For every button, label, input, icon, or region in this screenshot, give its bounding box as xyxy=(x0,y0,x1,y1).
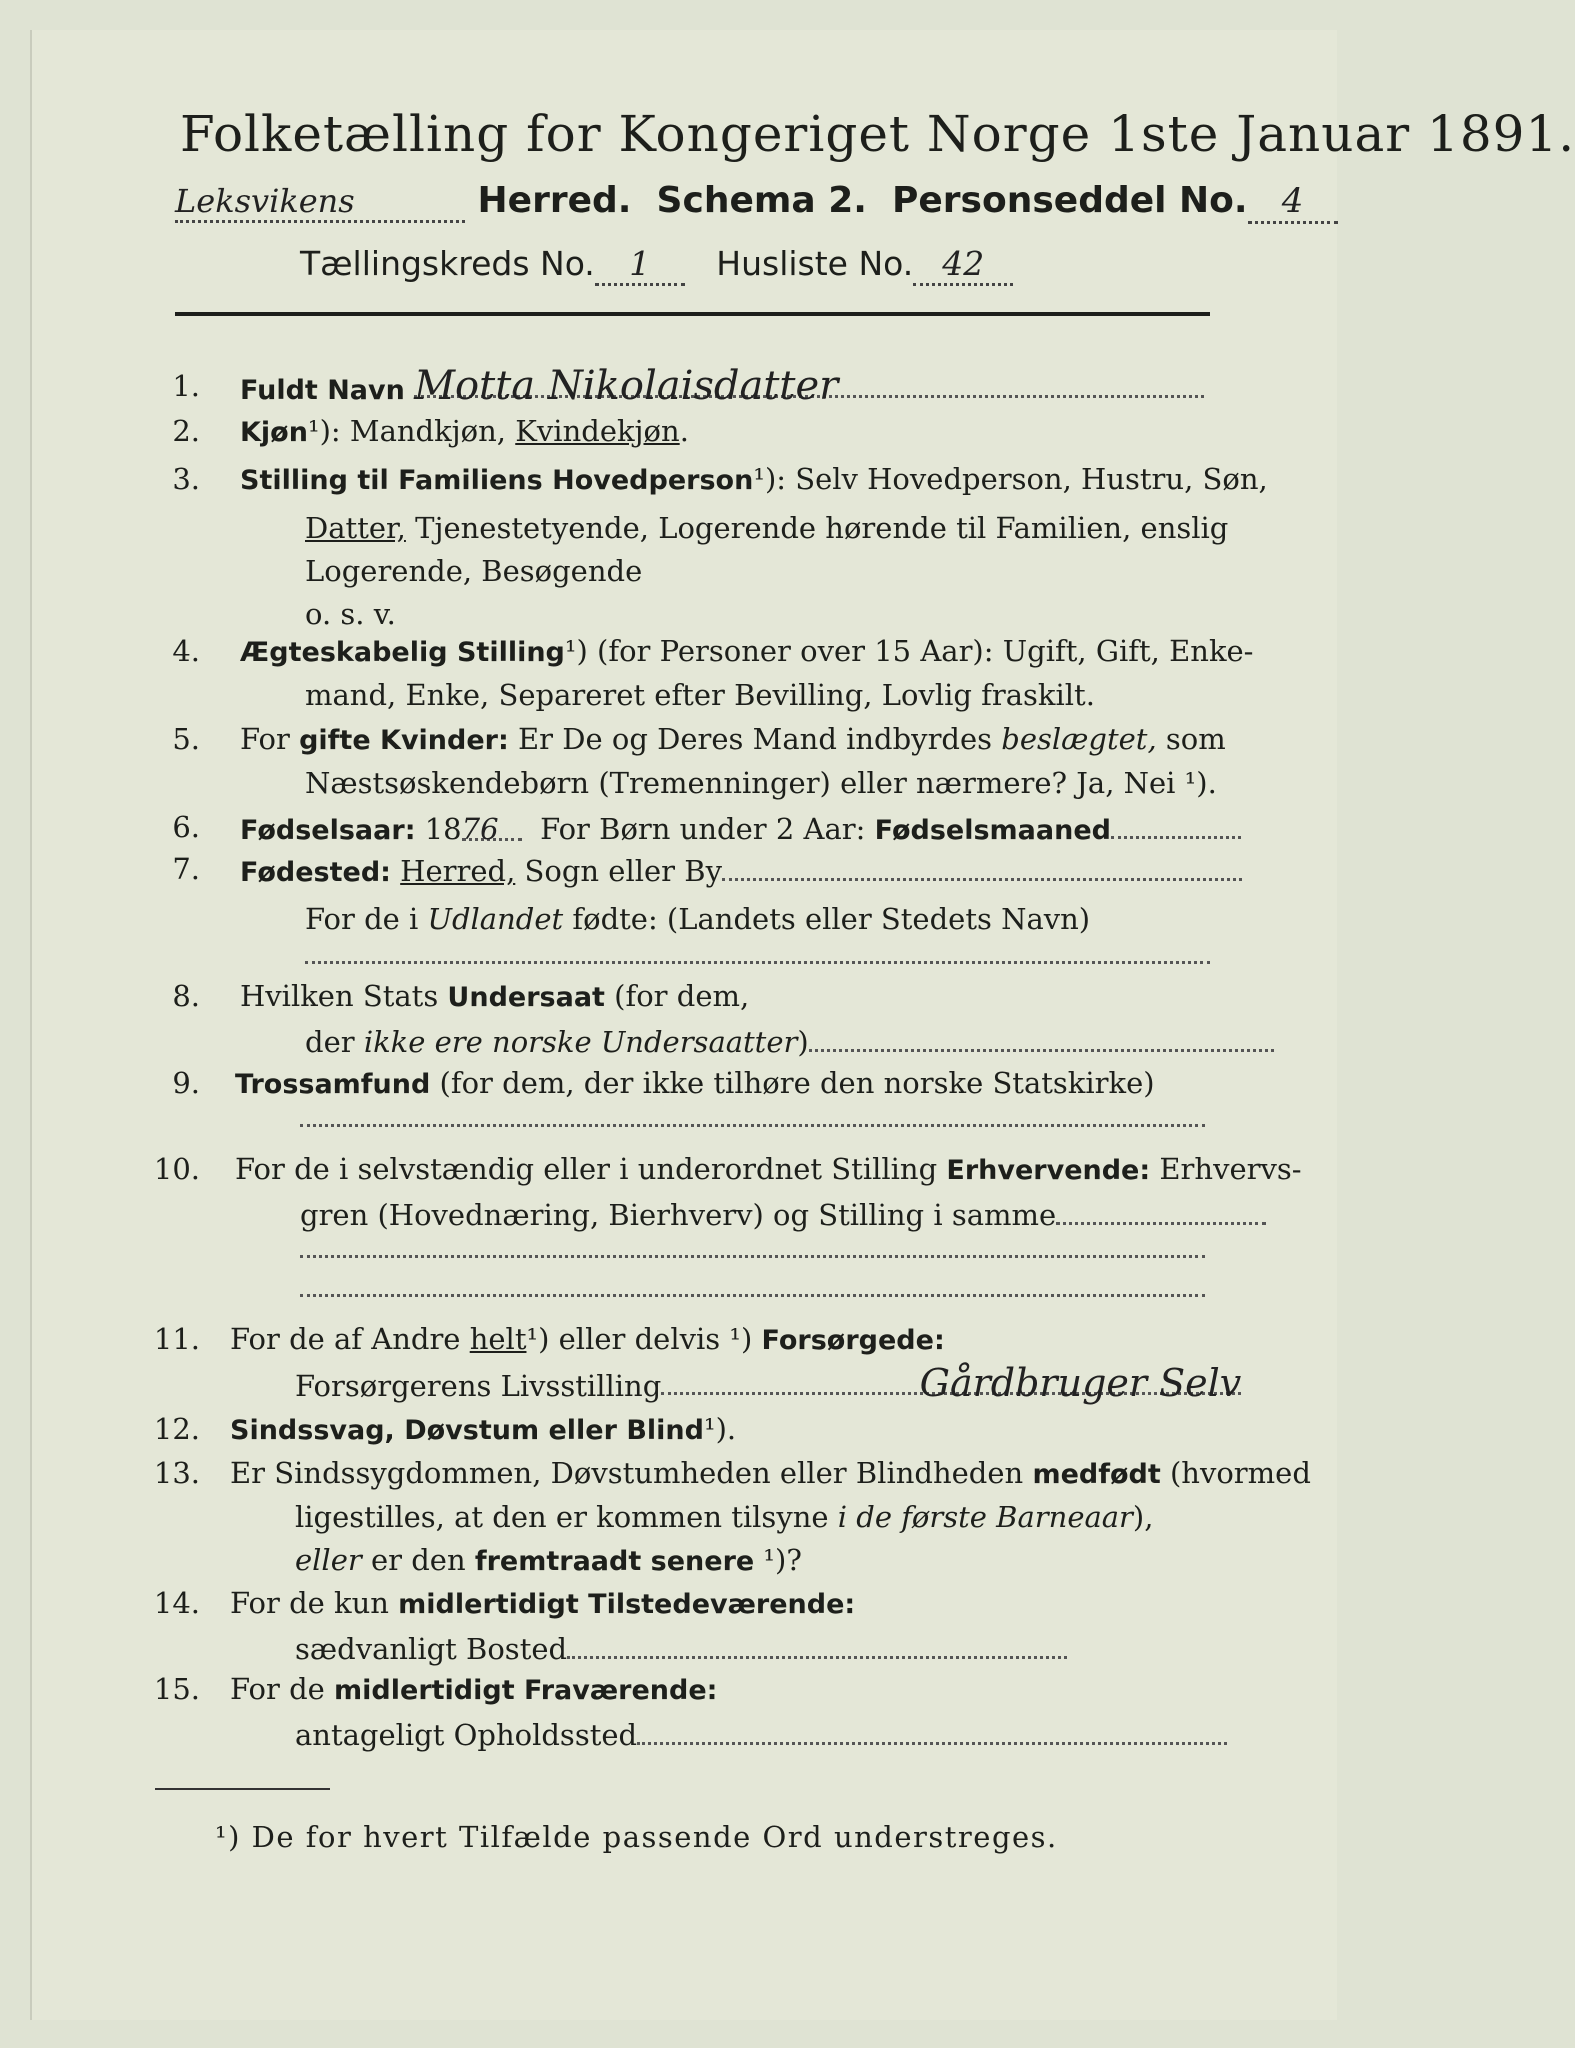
underlined-helt: helt xyxy=(469,1322,527,1356)
label-fravaerende: midlertidigt Fraværende: xyxy=(334,1675,718,1706)
text: mand, Enke, Separeret efter Bevilling, Lovlig fraskilt. xyxy=(305,678,1095,712)
text: (for dem, der ikke tilhøre den norske Statskirke) xyxy=(439,1066,1155,1100)
label-undersaat: Undersaat xyxy=(447,982,605,1013)
item-number: 1. xyxy=(172,369,200,403)
footnote: ¹) De for hvert Tilfælde passende Ord understreges. xyxy=(215,1820,1058,1854)
text: fødte: (Landets eller Stedets Navn) xyxy=(572,902,1091,936)
kreds-row xyxy=(300,244,1200,286)
text: Næstsøskendebørn (Tremenninger) eller nærmere? Ja, Nei ¹). xyxy=(305,766,1217,800)
text: ¹). xyxy=(703,1412,737,1446)
kreds-value: 1 xyxy=(595,244,685,286)
footnote-rule xyxy=(155,1788,330,1790)
text: Sogn eller By xyxy=(524,854,722,888)
item-number: 4. xyxy=(172,634,200,668)
item-number: 9. xyxy=(172,1066,200,1100)
text: i de første Barneaar xyxy=(837,1500,1133,1534)
underlined-herred: Herred, xyxy=(400,854,516,888)
label-kjon: Kjøn xyxy=(240,417,308,448)
label-gifte-kvinder: gifte Kvinder: xyxy=(299,725,509,756)
label-tilstedevaerende: midlertidigt Tilstedeværende: xyxy=(398,1589,856,1620)
text: Hvilken Stats xyxy=(240,979,439,1013)
text: ¹) eller delvis ¹) xyxy=(526,1322,753,1356)
personseddel-label: Personseddel No. xyxy=(892,180,1248,221)
erhverv-blank-1 xyxy=(1056,1192,1266,1225)
label-aegteskabelig: Ægteskabelig Stilling xyxy=(240,637,565,668)
text: 18 xyxy=(424,812,462,846)
herred-value: Leksvikens xyxy=(175,182,465,223)
text: som xyxy=(1165,722,1226,756)
item-number: 7. xyxy=(172,852,200,886)
text: For Børn under 2 Aar: xyxy=(540,812,866,846)
underlined-datter: Datter, xyxy=(305,511,406,545)
text: Er Sindssygdommen, Døvstumheden eller Blindheden xyxy=(230,1456,1024,1490)
husliste-label: Husliste No. xyxy=(716,244,914,283)
text: der xyxy=(305,1025,355,1059)
item-number: 12. xyxy=(153,1412,200,1446)
text: sædvanligt Bosted xyxy=(295,1632,568,1666)
item-number: 11. xyxy=(153,1322,200,1356)
item-number: 6. xyxy=(172,810,200,844)
fodselsmaaned-blank xyxy=(1111,806,1241,839)
text: (for dem, xyxy=(614,979,750,1013)
name-value: Motta Nikolaisdatter xyxy=(414,365,1204,398)
header-rule xyxy=(175,312,1210,316)
label-sindssvag: Sindssvag, Døvstum eller Blind xyxy=(230,1415,704,1446)
text: Logerende, Besøgende xyxy=(305,554,643,588)
forsorger-value: Gårdbruger Selv xyxy=(661,1362,1241,1395)
text: ¹)? xyxy=(763,1543,802,1577)
item-number: 5. xyxy=(172,722,200,756)
text: For de af Andre xyxy=(230,1322,461,1356)
fodested-blank xyxy=(722,848,1242,881)
label-fuldt-navn: Fuldt Navn xyxy=(240,375,405,406)
label-fodselsmaaned: Fødselsmaaned xyxy=(874,815,1111,846)
text: ikke ere norske Undersaatter xyxy=(363,1025,798,1059)
label-stilling: Stilling til Familiens Hovedperson xyxy=(240,465,754,496)
item-number: 14. xyxy=(153,1586,200,1620)
text: ligestilles, at den er kommen tilsyne xyxy=(295,1500,829,1534)
text: gren (Hovednæring, Bierhverv) og Stilling i samme xyxy=(300,1198,1057,1232)
text: For de i selvstændig eller i underordnet Stilling xyxy=(235,1152,938,1186)
text: ¹): Mandkjøn, xyxy=(307,414,507,448)
underlined-kvindekjon: Kvindekjøn xyxy=(515,414,680,448)
text: ¹) (for Personer over 15 Aar): Ugift, Gift, Enke- xyxy=(564,634,1254,668)
label-erhvervende: Erhvervende: xyxy=(946,1155,1151,1186)
undersaat-blank xyxy=(809,1019,1274,1052)
form-title: Folketælling for Kongeriget Norge 1ste Januar 1891. xyxy=(180,105,1575,163)
text: eller xyxy=(295,1543,362,1577)
label-medfodt: medfødt xyxy=(1032,1459,1161,1490)
label-trossamfund: Trossamfund xyxy=(235,1069,431,1100)
text: For de kun xyxy=(230,1586,389,1620)
udlandet-blank xyxy=(305,941,1210,964)
text: Er De og Deres Mand indbyrdes xyxy=(518,722,993,756)
kreds-label: Tællingskreds No. xyxy=(300,244,595,283)
label-forsorgede: Forsørgede: xyxy=(761,1325,945,1356)
item-number: 2. xyxy=(172,414,200,448)
item-number: 3. xyxy=(172,462,200,496)
text: ¹): Selv Hovedperson, Hustru, Søn, xyxy=(753,462,1268,496)
text: Tjenestetyende, Logerende hørende til Familien, enslig xyxy=(415,511,1229,545)
text: ), xyxy=(1132,1500,1154,1534)
erhverv-blank-3 xyxy=(300,1258,1205,1297)
text: For xyxy=(240,722,290,756)
label-fodselsaar: Fødselsaar: xyxy=(240,815,416,846)
item-number: 13. xyxy=(153,1456,200,1490)
text: er den xyxy=(370,1543,466,1577)
schema-label: Schema 2. xyxy=(656,180,867,221)
bosted-blank xyxy=(567,1626,1067,1659)
item-number: 10. xyxy=(153,1152,200,1186)
label-fodested: Fødested: xyxy=(240,857,391,888)
text: Udlandet xyxy=(427,902,564,936)
text: For de i xyxy=(305,902,419,936)
personseddel-value: 4 xyxy=(1248,181,1338,224)
item-number: 15. xyxy=(153,1672,200,1706)
text: For de xyxy=(230,1672,325,1706)
herred-row xyxy=(175,180,1304,224)
trossamfund-blank xyxy=(300,1106,1205,1127)
text: antageligt Opholdssted xyxy=(295,1718,638,1752)
item-number: 8. xyxy=(172,979,200,1013)
birth-year-value: 76 xyxy=(462,808,522,841)
text: Forsørgerens Livsstilling xyxy=(295,1369,662,1403)
erhverv-blank-2 xyxy=(300,1237,1205,1258)
text: o. s. v. xyxy=(305,597,396,631)
opholdssted-blank xyxy=(637,1712,1227,1745)
herred-label: Herred. xyxy=(477,180,632,221)
text: beslægtet, xyxy=(1001,722,1157,756)
label-fremtraadt: fremtraadt senere xyxy=(474,1546,755,1577)
text: Erhvervs- xyxy=(1159,1152,1302,1186)
husliste-value: 42 xyxy=(913,244,1013,286)
text: (hvormed xyxy=(1169,1456,1311,1490)
